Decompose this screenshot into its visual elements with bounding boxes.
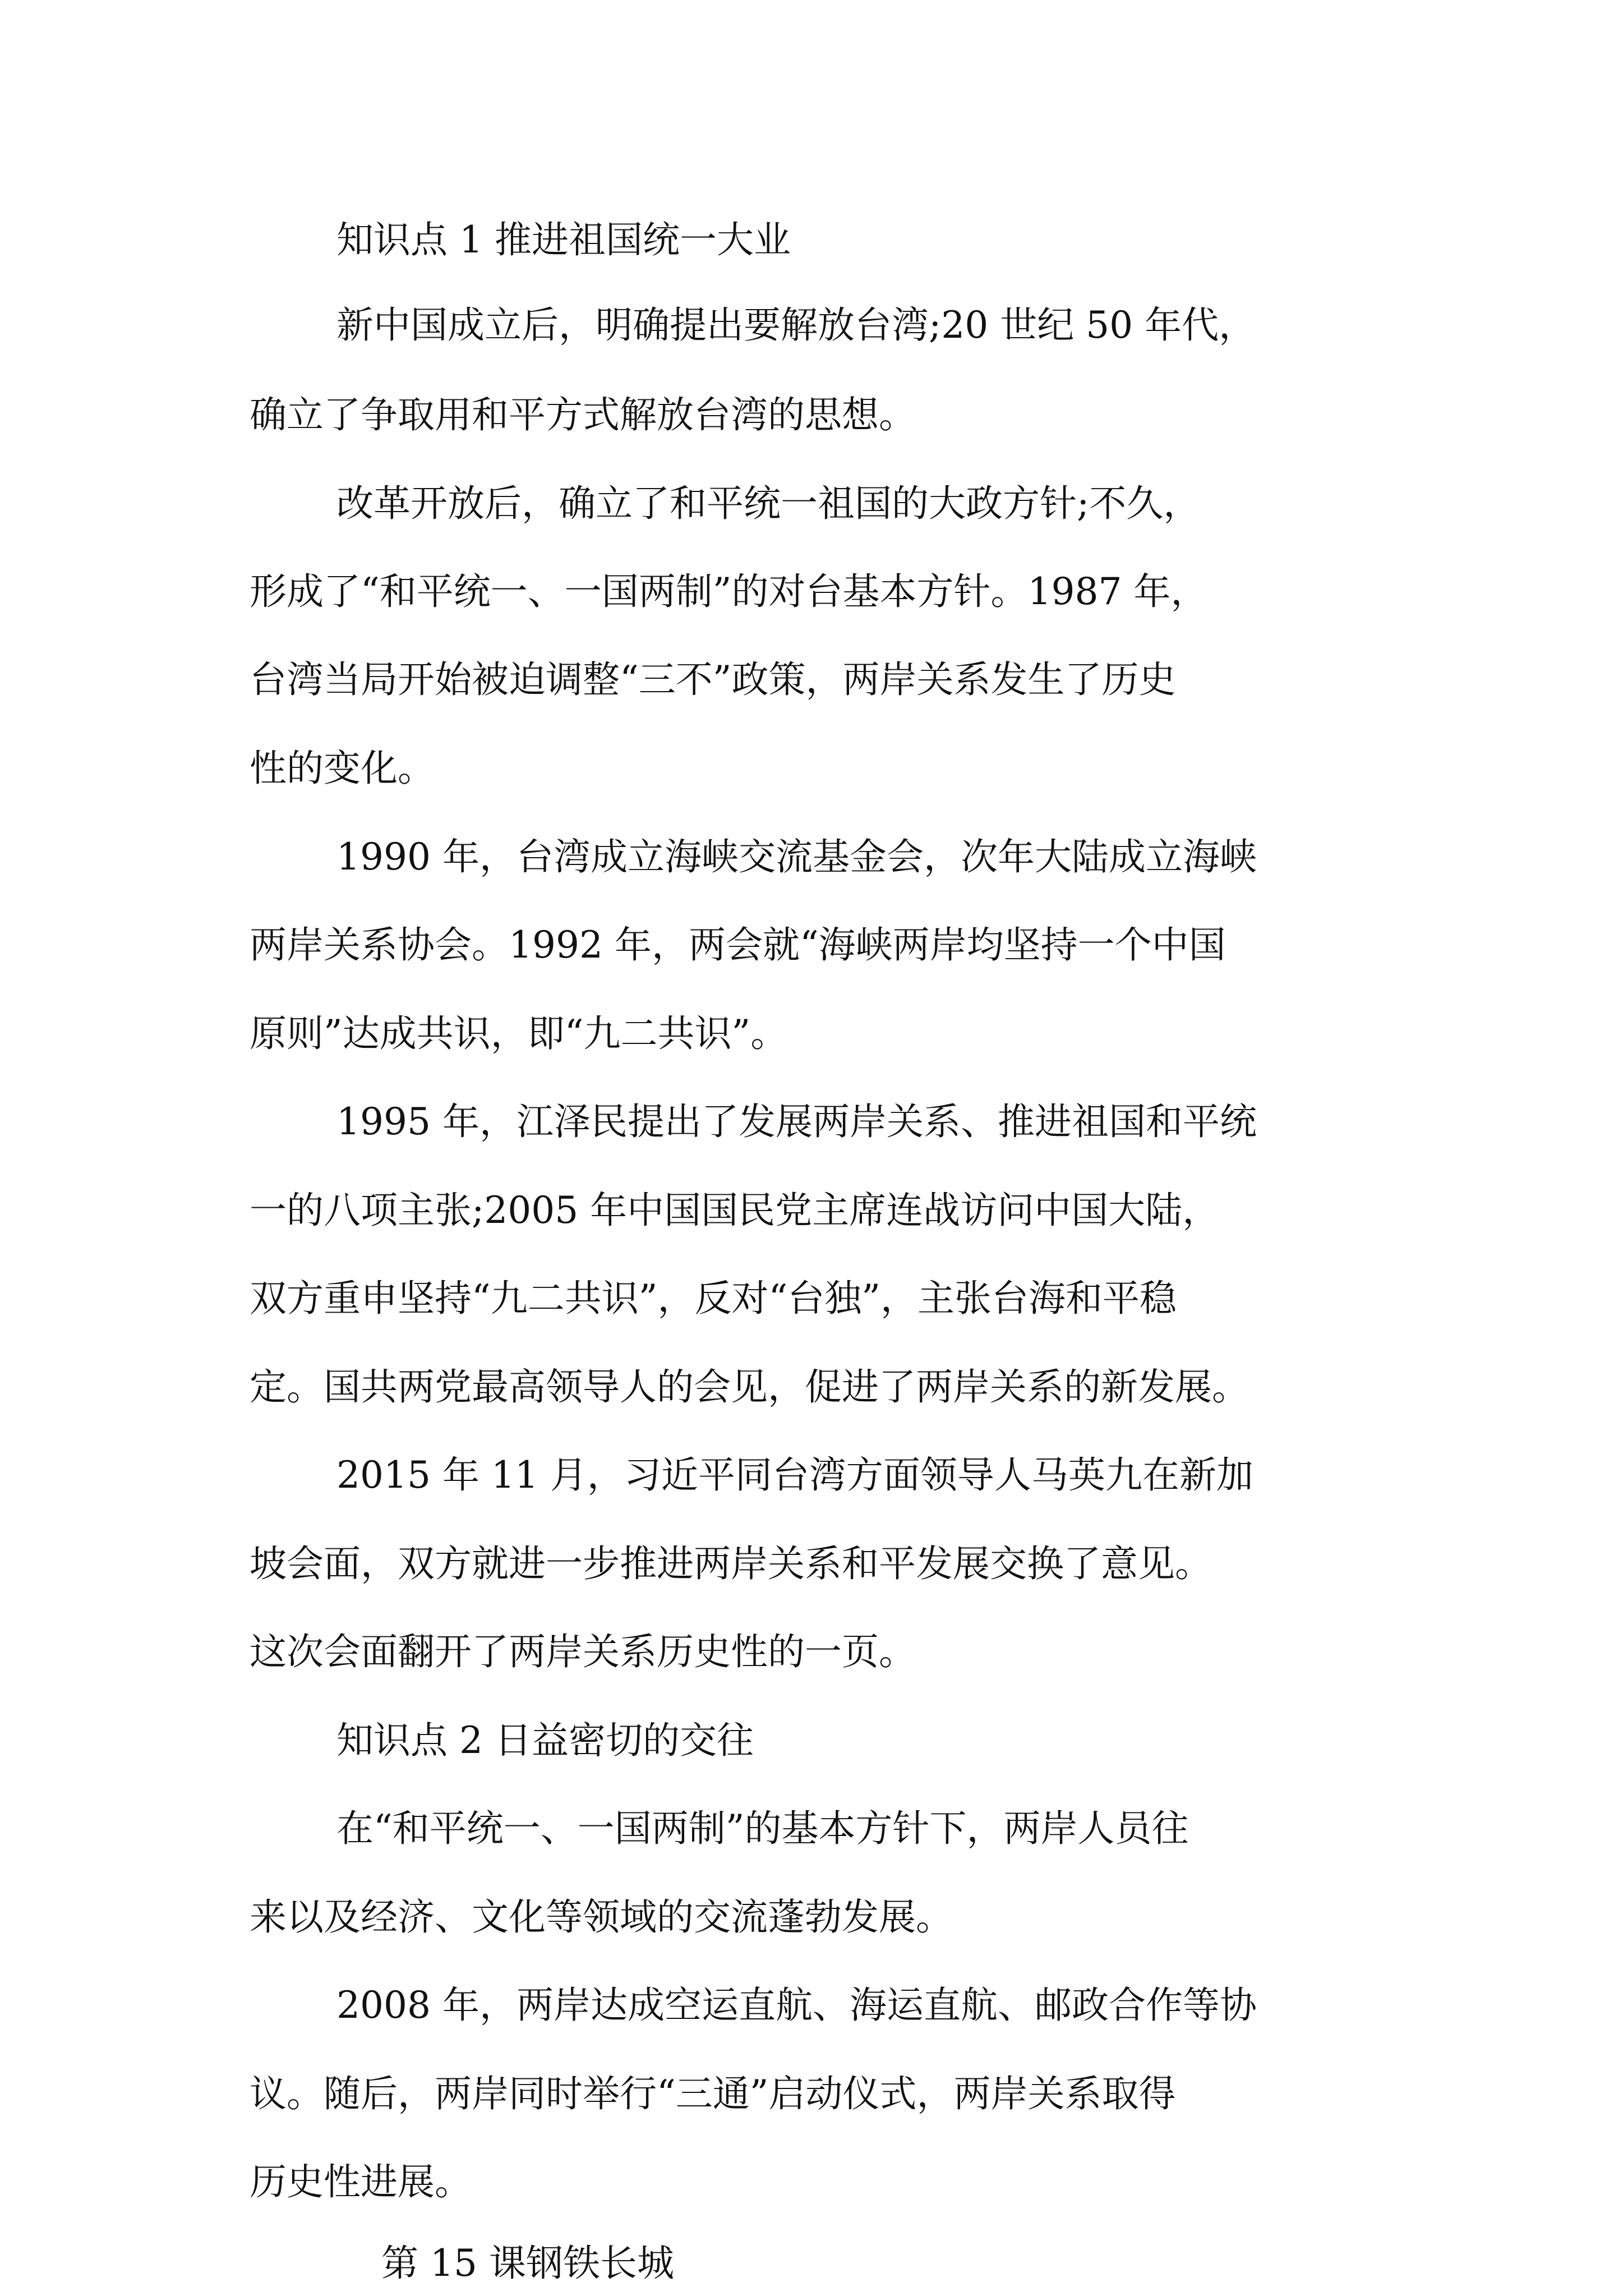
paragraph-line: 2008 年，两岸达成空运直航、海运直航、邮政合作等协 xyxy=(336,1984,1257,2027)
paragraph-line: 历史性进展。 xyxy=(250,2160,472,2203)
paragraph-line: 在“和平统一、一国两制”的基本方针下，两岸人员往 xyxy=(336,1807,1189,1850)
paragraph-line: 这次会面翻开了两岸关系历史性的一页。 xyxy=(250,1630,916,1673)
heading-knowledge-point-2: 知识点 2 日益密切的交往 xyxy=(336,1719,754,1762)
paragraph-line: 坡会面，双方就进一步推进两岸关系和平发展交换了意见。 xyxy=(250,1542,1212,1585)
paragraph-line: 来以及经济、文化等领域的交流蓬勃发展。 xyxy=(250,1895,953,1939)
paragraph-line: 台湾当局开始被迫调整“三不”政策，两岸关系发生了历史 xyxy=(250,658,1176,701)
lesson-title: 第 15 课钢铁长城 xyxy=(381,2242,674,2285)
paragraph-line: 一的八项主张;2005 年中国国民党主席连战访问中国大陆， xyxy=(250,1189,1220,1232)
paragraph-line: 改革开放后，确立了和平统一祖国的大政方针;不久， xyxy=(336,482,1201,525)
paragraph-line: 1990 年，台湾成立海峡交流基金会，次年大陆成立海峡 xyxy=(336,835,1257,878)
paragraph-line: 性的变化。 xyxy=(250,747,435,790)
paragraph-line: 形成了“和平统一、一国两制”的对台基本方针。1987 年， xyxy=(250,570,1208,613)
paragraph-line: 定。国共两党最高领导人的会见，促进了两岸关系的新发展。 xyxy=(250,1365,1249,1409)
paragraph-line: 新中国成立后，明确提出要解放台湾;20 世纪 50 年代， xyxy=(336,303,1256,347)
paragraph-line: 1995 年，江泽民提出了发展两岸关系、推进祖国和平统 xyxy=(336,1100,1257,1143)
paragraph-line: 原则”达成共识，即“九二共识”。 xyxy=(250,1012,788,1055)
paragraph-line: 双方重申坚持“九二共识”，反对“台独”，主张台海和平稳 xyxy=(250,1277,1177,1320)
paragraph-line: 2015 年 11 月，习近平同台湾方面领导人马英九在新加 xyxy=(336,1453,1253,1497)
paragraph-line: 议。随后，两岸同时举行“三通”启动仪式，两岸关系取得 xyxy=(250,2072,1176,2115)
heading-knowledge-point-1: 知识点 1 推进祖国统一大业 xyxy=(336,218,791,261)
paragraph-line: 确立了争取用和平方式解放台湾的思想。 xyxy=(250,393,916,436)
paragraph-line: 两岸关系协会。1992 年，两会就“海峡两岸均坚持一个中国 xyxy=(250,923,1226,967)
